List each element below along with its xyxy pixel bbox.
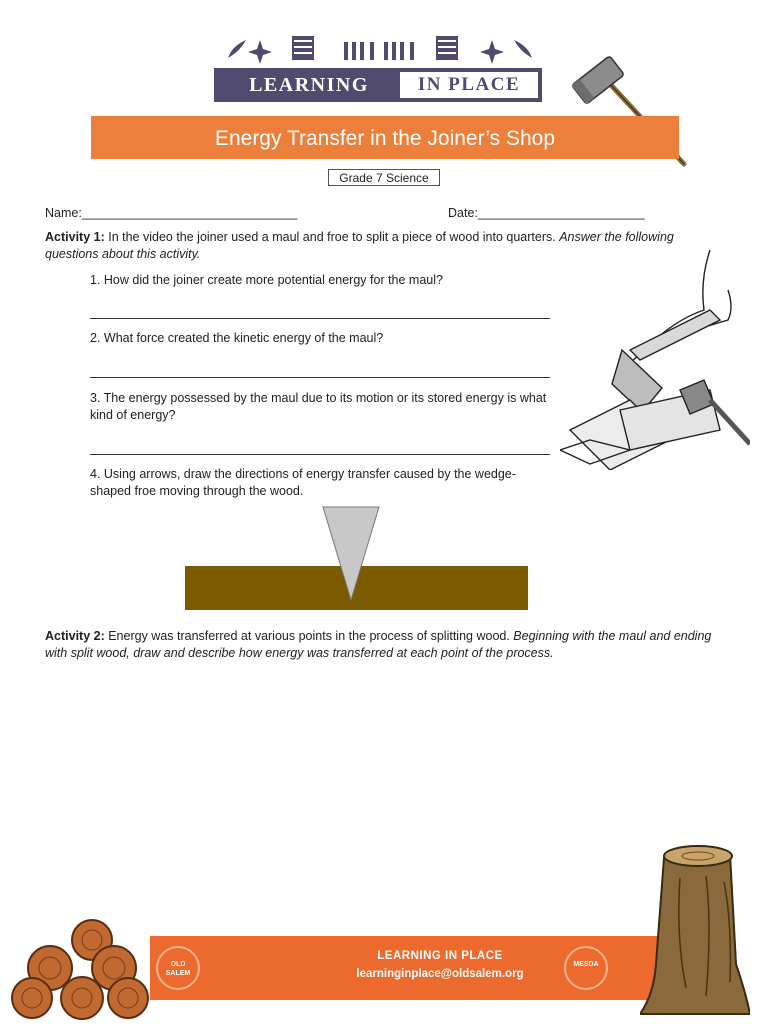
activity1-label: Activity 1: [45, 230, 105, 244]
quill-icon [228, 40, 246, 58]
footer-title: LEARNING IN PLACE [377, 950, 503, 962]
name-field[interactable]: Name:_______________________________ [45, 206, 298, 220]
activity2-label: Activity 2: [45, 629, 105, 643]
activity2-instruction: Beginning with the maul and ending with split wood, draw and describe how energy was transferred at each point of the process. [45, 629, 712, 660]
date-field[interactable]: Date:________________________ [448, 206, 645, 220]
log-pile-icon [10, 918, 150, 1020]
learning-in-place-logo [214, 34, 542, 104]
answer-line-2[interactable] [90, 377, 550, 378]
question-2: 2. What force created the kinetic energy of the maul? [90, 331, 384, 345]
logo-text-right: IN PLACE [400, 72, 538, 98]
star-icon-2 [480, 40, 504, 64]
logo-icons [214, 34, 542, 68]
activity1-instruction: Answer the following questions about this activity. [45, 230, 674, 261]
quill-icon-2 [514, 40, 532, 58]
mesda-seal-icon: MESDA [564, 946, 608, 990]
froe-wedge-icon [322, 506, 380, 602]
tree-stump-icon [640, 838, 750, 1018]
activity2-text [45, 628, 725, 662]
grade-label: Grade 7 Science [328, 169, 440, 186]
activity1-description: In the video the joiner used a maul and froe to split a piece of wood into quarters. [104, 230, 560, 244]
question-1: 1. How did the joiner create more potential energy for the maul? [90, 273, 443, 287]
question-3: 3. The energy possessed by the maul due to its motion or its stored energy is what kind of energy? [90, 391, 547, 422]
answer-line-3[interactable] [90, 454, 550, 455]
star-icon [248, 40, 272, 64]
logo-text-left: LEARNING [249, 74, 369, 96]
footer-email[interactable]: learninginplace@oldsalem.org [356, 968, 524, 980]
logo-band [214, 68, 542, 102]
old-salem-seal-icon: OLD SALEM [156, 946, 200, 990]
page-title: Energy Transfer in the Joiner’s Shop [214, 127, 556, 150]
question-4: 4. Using arrows, draw the directions of energy transfer caused by the wedge-shaped froe moving through the wood. [90, 467, 516, 498]
title-banner [91, 116, 679, 159]
hand-axe-wood-illustration [560, 250, 750, 470]
answer-line-1[interactable] [90, 318, 550, 319]
activity2-description: Energy was transferred at various points in the process of splitting wood. [104, 629, 514, 643]
